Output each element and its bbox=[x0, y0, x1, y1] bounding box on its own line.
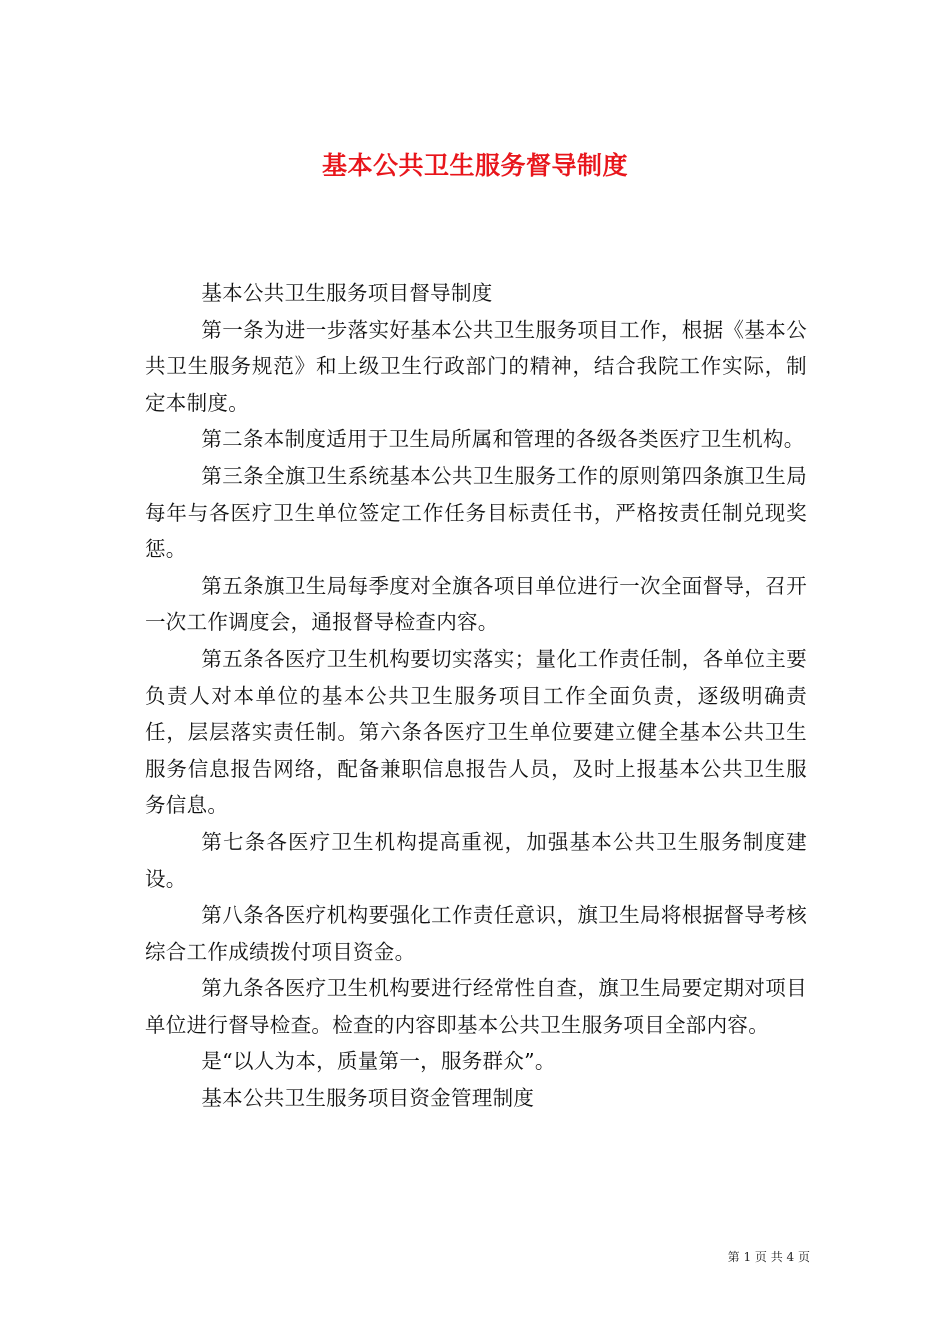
paragraph: 第三条全旗卫生系统基本公共卫生服务工作的原则第四条旗卫生局每年与各医疗卫生单位签定工作任务目标责任书，严格按责任制兑现奖惩。 bbox=[145, 463, 807, 562]
paragraph: 第二条本制度适用于卫生局所属和管理的各级各类医疗卫生机构。 bbox=[201, 427, 805, 452]
paragraph: 是“以人为本，质量第一，服务群众”。 bbox=[201, 1049, 556, 1074]
page-number-footer: 第 1 页 共 4 页 bbox=[727, 1250, 810, 1264]
paragraph: 基本公共卫生服务项目督导制度 bbox=[201, 281, 493, 305]
paragraph: 第九条各医疗卫生机构要进行经常性自查，旗卫生局要定期对项目单位进行督导检查。检查的内容即基本公共卫生服务项目全部内容。 bbox=[145, 976, 807, 1037]
document-body bbox=[145, 275, 807, 1117]
paragraph: 第五条各医疗卫生机构要切实落实；量化工作责任制，各单位主要负责人对本单位的基本公共卫生服务项目工作全面负责，逐级明确责任，层层落实责任制。第六条各医疗卫生单位要建立健全基本公共卫生服务信息报告网络，配备兼职信息报告人员，及时上报基本公共卫生服务信息。 bbox=[145, 646, 807, 818]
paragraph: 第一条为进一步落实好基本公共卫生服务项目工作，根据《基本公共卫生服务规范》和上级卫生行政部门的精神，结合我院工作实际，制定本制度。 bbox=[145, 317, 807, 415]
paragraph: 第五条旗卫生局每季度对全旗各项目单位进行一次全面督导，召开一次工作调度会，通报督导检查内容。 bbox=[145, 573, 807, 635]
paragraph: 第七条各医疗卫生机构提高重视，加强基本公共卫生服务制度建设。 bbox=[145, 829, 807, 891]
paragraph: 基本公共卫生服务项目资金管理制度 bbox=[201, 1086, 535, 1111]
paragraph: 第八条各医疗机构要强化工作责任意识，旗卫生局将根据督导考核综合工作成绩拨付项目资金。 bbox=[145, 903, 807, 964]
document-title: 基本公共卫生服务督导制度 bbox=[321, 150, 628, 180]
